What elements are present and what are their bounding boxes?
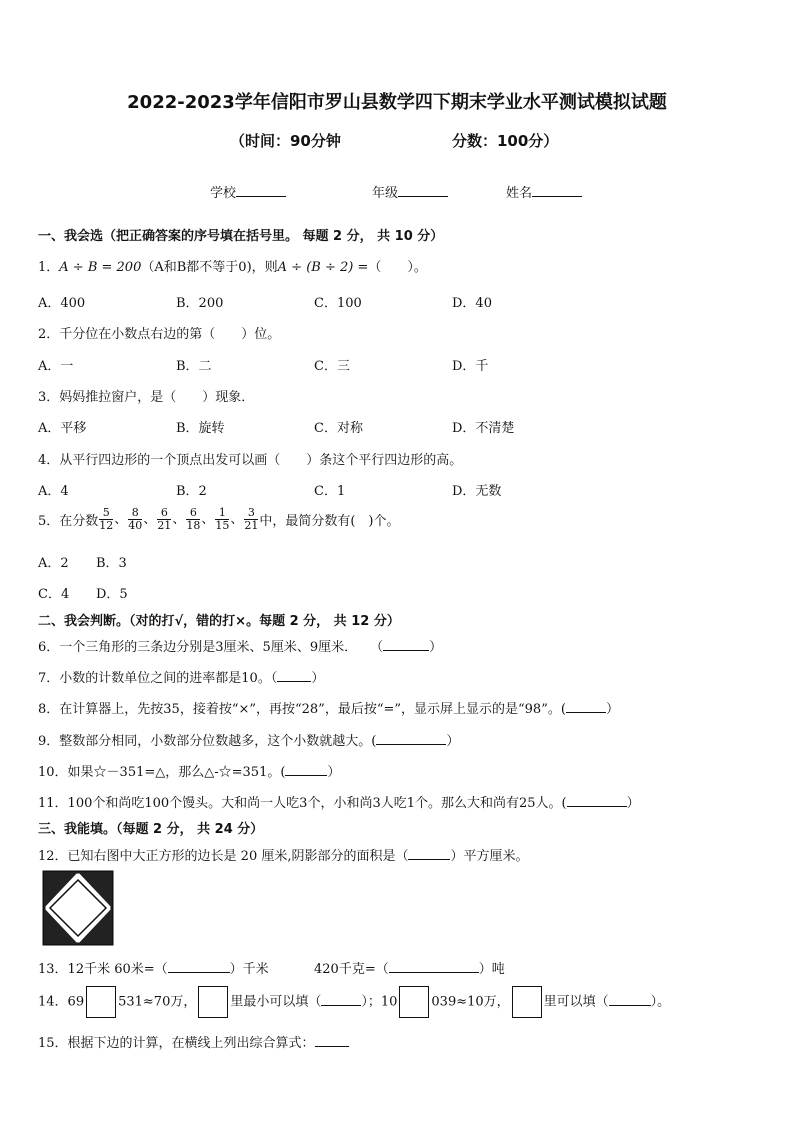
- answer-blank[interactable]: [408, 846, 450, 860]
- q3-option-d[interactable]: D．不清楚: [452, 421, 515, 436]
- q5-option-c[interactable]: C．4: [38, 587, 70, 602]
- fraction: $\frac{5}{12}$: [99, 506, 114, 532]
- question-2: 2．千分位在小数点右边的第（ ）位。: [38, 327, 281, 342]
- question-5: 5．在分数 $\frac{5}{12}$ 、 $\frac{8}{40}$ 、 $\frac{6}{21}$ 、 $\frac{6}{18}$ 、 $\frac{1}{15}$ 、 $\frac{3}{21}$ 中，最简分数有( )个。: [38, 506, 400, 532]
- q4-option-d[interactable]: D．无数: [452, 484, 502, 499]
- question-12: 12．已知右图中大正方形的边长是 20 厘米,阴影部分的面积是（ ）平方厘米。: [38, 845, 529, 864]
- page-title: 2022-2023学年信阳市罗山县数学四下期末学业水平测试模拟试题: [127, 92, 667, 113]
- q4-option-a[interactable]: A．4: [38, 484, 69, 499]
- question-8: 8．在计算器上，先按35，接着按“×”，再按“28”，最后按“=”，显示屏上显示的是“98”。( ）: [38, 698, 619, 717]
- answer-blank[interactable]: [383, 637, 429, 651]
- answer-blank[interactable]: [285, 762, 327, 776]
- question-9: 9．整数部分相同，小数部分位数越多，这个小数就越大。( ）: [38, 730, 459, 749]
- q4-option-b[interactable]: B．2: [176, 484, 207, 499]
- question-3: 3．妈妈推拉窗户，是（ ）现象．: [38, 390, 255, 405]
- q1-option-d[interactable]: D．40: [452, 296, 492, 311]
- q1-option-c[interactable]: C．100: [314, 296, 362, 311]
- answer-blank[interactable]: [168, 959, 230, 973]
- answer-blank[interactable]: [609, 992, 651, 1006]
- q2-option-a[interactable]: A．一: [38, 359, 74, 374]
- answer-blank[interactable]: [389, 959, 479, 973]
- q1-option-a[interactable]: A．400: [38, 296, 86, 311]
- question-1: 1．A ÷ B = 200（A和B都不等于0)，则A ÷ (B ÷ 2) =（ ）。: [38, 260, 427, 275]
- exam-time: （时间：90分钟: [230, 132, 341, 150]
- digit-box[interactable]: [512, 986, 542, 1018]
- answer-blank[interactable]: [315, 1033, 349, 1047]
- answer-blank[interactable]: [277, 668, 311, 682]
- section-3-heading: 三、我能填。（每题 2 分， 共 24 分）: [38, 822, 264, 837]
- answer-blank[interactable]: [376, 731, 446, 745]
- square-diagram: [42, 870, 114, 946]
- fraction: $\frac{6}{18}$: [186, 506, 201, 532]
- school-field[interactable]: [210, 182, 286, 201]
- digit-box[interactable]: [399, 986, 429, 1018]
- digit-box[interactable]: [86, 986, 116, 1018]
- question-14: 14．69 531≈70万， 里最小可以填（ ）；10 039≈10万， 里可以填（ ）。: [38, 986, 670, 1019]
- grade-field[interactable]: [372, 182, 448, 201]
- q2-option-d[interactable]: D．千: [452, 359, 489, 374]
- fraction: $\frac{3}{21}$: [244, 506, 259, 532]
- question-4: 4．从平行四边形的一个顶点出发可以画（ ）条这个平行四边形的高。: [38, 453, 463, 468]
- school-label: 学校: [210, 186, 237, 201]
- q4-option-c[interactable]: C．1: [314, 484, 346, 499]
- question-13: 13．12千米 60米=（ ）千米: [38, 958, 269, 977]
- question-15: 15．根据下边的计算，在横线上列出综合算式：: [38, 1032, 349, 1051]
- q3-option-a[interactable]: A．平移: [38, 421, 87, 436]
- q5-option-b[interactable]: B．3: [96, 556, 127, 571]
- q1-option-b[interactable]: B．200: [176, 296, 224, 311]
- name-field[interactable]: [506, 182, 582, 201]
- fraction: $\frac{8}{40}$: [128, 506, 143, 532]
- section-2-heading: 二、我会判断。（对的打√，错的打×。每题 2 分， 共 12 分）: [38, 614, 400, 629]
- q3-option-c[interactable]: C．对称: [314, 421, 363, 436]
- q2-option-c[interactable]: C．三: [314, 359, 350, 374]
- section-1-heading: 一、我会选（把正确答案的序号填在括号里。 每题 2 分， 共 10 分）: [38, 229, 444, 244]
- exam-score: 分数：100分）: [452, 132, 559, 150]
- question-11: 11．100个和尚吃100个馒头。大和尚一人吃3个，小和尚3人吃1个。那么大和尚有25人。( ）: [38, 792, 640, 811]
- question-6: 6．一个三角形的三条边分别是3厘米、5厘米、9厘米． （ ）: [38, 636, 442, 655]
- q5-option-a[interactable]: A．2: [38, 556, 69, 571]
- q3-option-b[interactable]: B．旋转: [176, 421, 225, 436]
- answer-blank[interactable]: [321, 992, 361, 1006]
- question-10: 10．如果☆－351=△，那么△-☆=351。( ）: [38, 761, 340, 780]
- q2-option-b[interactable]: B．二: [176, 359, 212, 374]
- answer-blank[interactable]: [567, 793, 627, 807]
- question-13-b: 420千克=（ ）吨: [314, 958, 505, 977]
- grade-label: 年级: [372, 186, 399, 201]
- answer-blank[interactable]: [566, 699, 606, 713]
- q5-option-d[interactable]: D．5: [96, 587, 128, 602]
- fraction: $\frac{1}{15}$: [215, 506, 230, 532]
- question-7: 7．小数的计数单位之间的进率都是10。（ ）: [38, 667, 324, 686]
- fraction: $\frac{6}{21}$: [157, 506, 172, 532]
- name-label: 姓名: [506, 186, 533, 201]
- digit-box[interactable]: [198, 986, 228, 1018]
